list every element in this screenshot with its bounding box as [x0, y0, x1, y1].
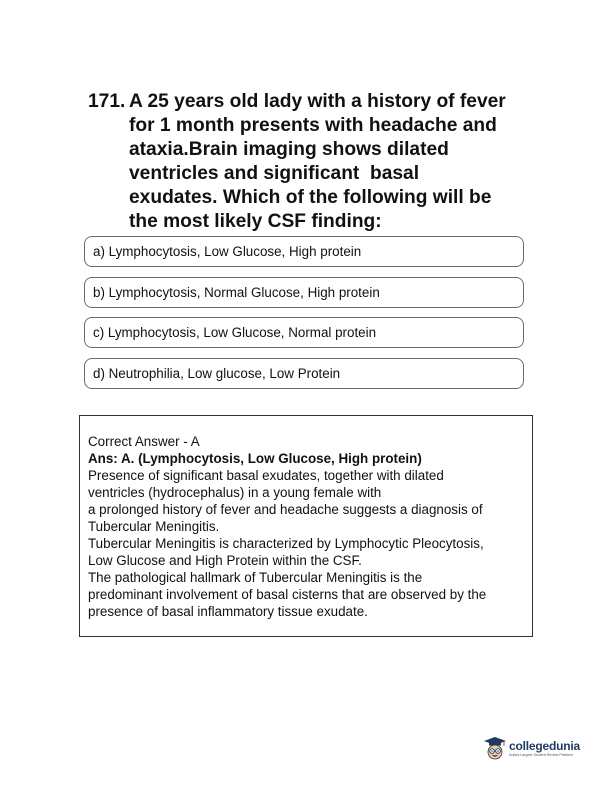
correct-answer: Correct Answer - A [88, 434, 200, 449]
brand-name: collegedunia [509, 739, 580, 753]
question-line: for 1 month presents with headache and [129, 115, 497, 136]
question-line: exudates. Which of the following will be [129, 187, 492, 208]
collegedunia-logo [483, 732, 587, 766]
explanation-line: ventricles (hydrocephalus) in a young female with [88, 485, 382, 500]
explanation-line: predominant involvement of basal cisterns that are observed by the [88, 587, 487, 602]
explanation-line: presence of basal inflammatory tissue exudate. [88, 604, 368, 619]
option-b[interactable]: b) Lymphocytosis, Normal Glucose, High protein [84, 277, 524, 308]
question-number: 171. [88, 91, 126, 112]
explanation-line: Low Glucose and High Protein within the CSF. [88, 553, 362, 568]
explanation-line: Tubercular Meningitis. [88, 519, 220, 534]
explanation-line: The pathological hallmark of Tubercular Meningitis is the [88, 570, 423, 585]
answer-explanation-box [79, 415, 533, 637]
mascot-icon [483, 736, 507, 762]
brand-tagline: India's Largest Student Review Platform [509, 753, 573, 757]
answer-heading: Ans: A. (Lymphocytosis, Low Glucose, High protein) [88, 451, 422, 466]
option-a[interactable]: a) Lymphocytosis, Low Glucose, High protein [84, 236, 524, 267]
explanation-line: Presence of significant basal exudates, together with dilated [88, 468, 444, 483]
question-line: the most likely CSF finding: [129, 211, 382, 232]
question [88, 90, 538, 234]
explanation-line: a prolonged history of fever and headache suggests a diagnosis of [88, 502, 483, 517]
option-d[interactable]: d) Neutrophilia, Low glucose, Low Protein [84, 358, 524, 389]
option-c[interactable]: c) Lymphocytosis, Low Glucose, Normal protein [84, 317, 524, 348]
question-text [129, 90, 538, 234]
explanation-line: Tubercular Meningitis is characterized by Lymphocytic Pleocytosis, [88, 536, 484, 551]
question-line: ventricles and significant basal [129, 163, 420, 184]
question-line: A 25 years old lady with a history of fever [129, 91, 506, 112]
question-line: ataxia.Brain imaging shows dilated [129, 139, 449, 160]
